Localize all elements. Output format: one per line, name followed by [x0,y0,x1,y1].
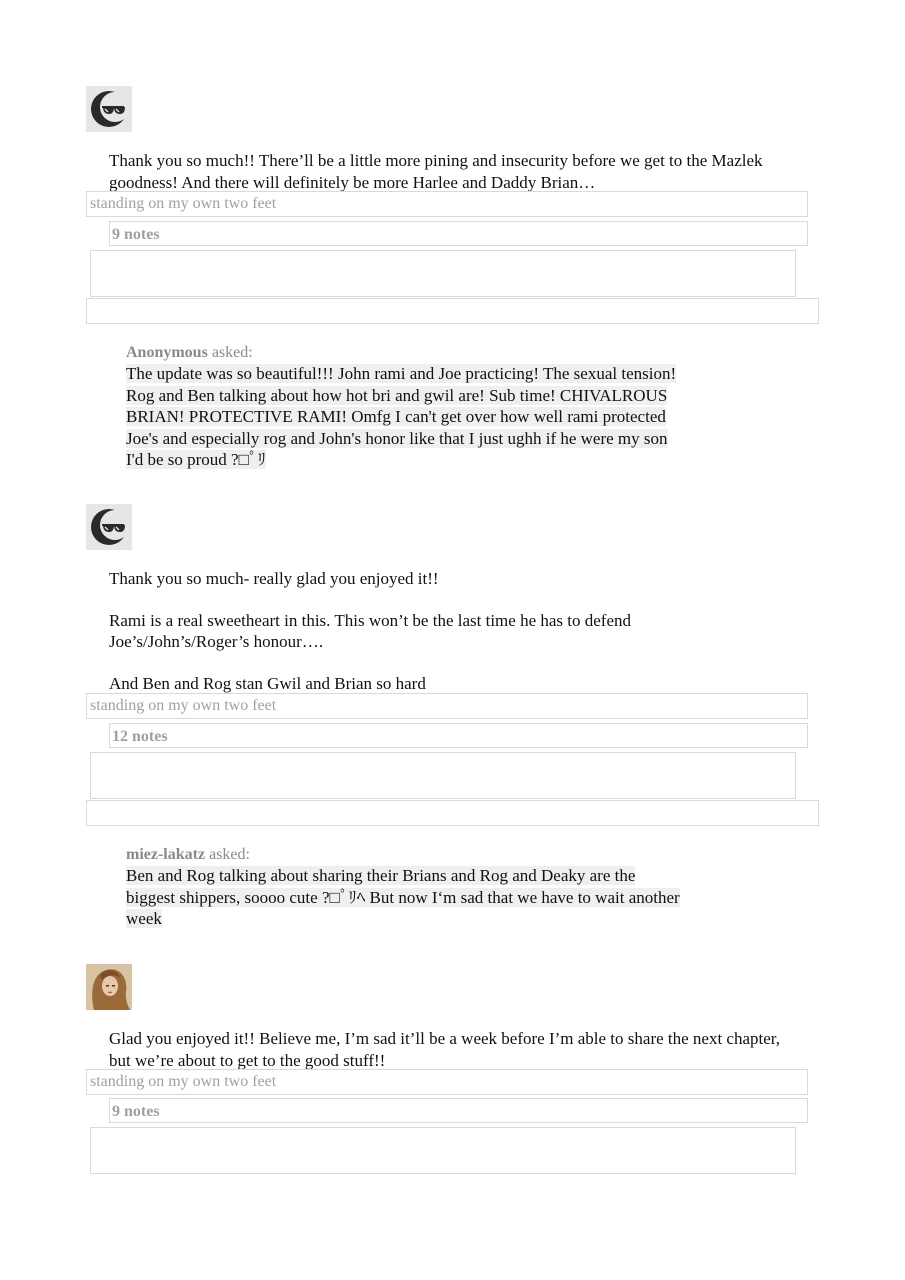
asker-name[interactable]: miez-lakatz [126,846,206,863]
post-reply [109,1028,789,1071]
post-footer [86,298,819,324]
reply-paragraph: Thank you so much- really glad you enjoyed it!! [109,569,439,588]
reply-paragraph: Thank you so much!! There’ll be a little more pining and insecurity before we get to the Mazlek goodness! And there will definitely be more Harlee and Daddy Brian… [109,151,763,192]
notes-panel [90,250,796,297]
tag-label: standing on my own two feet [90,195,277,212]
notes-panel [90,1127,796,1174]
post-footer [86,800,819,826]
long-haired-person-photo [86,964,132,1010]
tag-label: standing on my own two feet [90,697,277,714]
user-avatar[interactable] [86,964,132,1010]
notes-label: 9 notes [112,226,160,243]
asked-label: asked: [209,846,250,863]
ask-question [126,363,686,471]
post-reply [109,150,799,193]
reply-paragraph: And Ben and Rog stan Gwil and Brian so hard [109,673,426,693]
post-reply [109,568,689,694]
notes-panel [90,752,796,799]
notes-count[interactable] [109,723,808,748]
ask-header [126,342,253,363]
blog-avatar[interactable] [86,504,132,550]
sunglasses-moon-icon [89,89,129,129]
notes-label: 12 notes [112,728,168,745]
post-tag[interactable] [86,693,808,719]
post-tag[interactable] [86,1069,808,1095]
tag-label: standing on my own two feet [90,1073,277,1090]
blog-avatar[interactable] [86,86,132,132]
sunglasses-moon-icon [89,507,129,547]
ask-header [126,844,250,865]
reply-paragraph: Rami is a real sweetheart in this. This won’t be the last time he has to defend Joe’s/John’s/Roger’s honour…. [109,610,631,651]
reply-paragraph: Glad you enjoyed it!! Believe me, I’m sad it’ll be a week before I’m able to share the next chapter, but we’re about to get to the good stuff!! [109,1029,781,1070]
ask-question [126,865,686,930]
question-text: The update was so beautiful!!! John rami and Joe practicing! The sexual tension! Rog and Ben talking about how hot bri and gwil are! Sub time! CHIVALROUS BRIAN! PROTECTIVE RAMI! Omfg I can't get over how well rami protected Joe's and especially rog and John's honor like that I just ughh if he were my son I'd be so proud ?□ﾟﾘ [126,364,677,469]
asker-name[interactable]: Anonymous [126,344,208,361]
asked-label: asked: [211,344,253,361]
question-text: Ben and Rog talking about sharing their Brians and Rog and Deaky are the biggest shippers, soooo cute ?□ﾟﾘﾍ But now I‘m sad that we have to wait another week [126,866,680,928]
post-tag[interactable] [86,191,808,217]
notes-label: 9 notes [112,1103,160,1120]
notes-count[interactable] [109,1098,808,1123]
notes-count[interactable] [109,221,808,246]
